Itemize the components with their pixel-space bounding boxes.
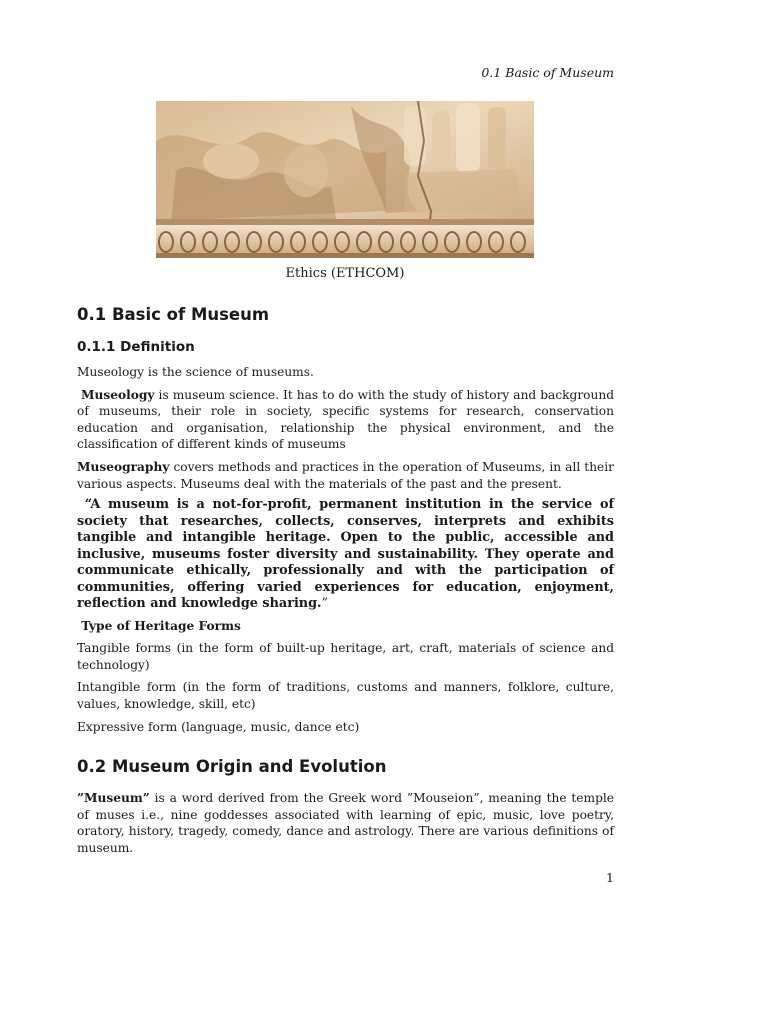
heritage-forms-title: Type of Heritage Forms xyxy=(81,618,241,633)
museum-origin-text: is a word derived from the Greek word ”Mouseion”, meaning the temple of muses i.e., nine goddesses associated with learning of epic, music, love poetry, oratory, history, tragedy, comedy, dance and astrology. There are various definitions of museum. xyxy=(77,791,614,855)
museography-text: covers methods and practices in the operation of Museums, in all their various aspects. Museums deal with the materials of the past and the present. xyxy=(77,459,614,491)
museum-origin-paragraph xyxy=(77,790,614,856)
heritage-form-expressive: Expressive form (language, music, dance etc) xyxy=(77,719,360,734)
section-title-museum-origin: 0.2 Museum Origin and Evolution xyxy=(77,757,387,777)
museum-definition-quote xyxy=(77,497,614,613)
quote-close-mark: ” xyxy=(321,596,329,612)
definition-paragraph: Museology is the science of museums. xyxy=(77,365,314,379)
section-title-basic-of-museum: 0.1 Basic of Museum xyxy=(77,305,270,324)
heritage-form-tangible: Tangible forms (in the form of built-up heritage, art, craft, materials of science and technology) xyxy=(77,641,614,672)
heritage-forms-heading xyxy=(77,618,614,635)
page-number: 1 xyxy=(606,870,614,885)
museography-paragraph xyxy=(77,459,614,492)
subsection-title-definition: 0.1.1 Definition xyxy=(77,339,195,355)
museology-text: is museum science. It has to do with the study of history and background of museums, their role in society, specific systems for research, conservation education and organisation, relationship the physical environment, and the classification of different kinds of museums xyxy=(77,387,615,452)
museology-term: Museology xyxy=(81,387,155,402)
museology-paragraph xyxy=(77,387,614,453)
quote-text: “A museum is a not-for-profit, permanent institution in the service of society that researches, collects, conserves, interprets and exhibits tangible and intangible heritage. Open to the public, accessible and inclusive, museums foster diversity and sustainability. They operate and communicate ethically, professionally and with the participation of communities, offering varied experiences for education, enjoyment, reflection and knowledge sharing. xyxy=(77,497,614,612)
main-content xyxy=(77,305,614,857)
running-header: 0.1 Basic of Museum xyxy=(481,65,614,80)
figure-caption: Ethics (ETHCOM) xyxy=(285,266,405,281)
museography-term: Museography xyxy=(77,459,170,474)
heritage-form-intangible: Intangible form (in the form of traditions, customs and manners, folklore, culture, values, knowledge, skill, etc) xyxy=(77,680,614,712)
relief-carving-image xyxy=(156,101,534,258)
museum-term: ”Museum” xyxy=(77,791,150,806)
